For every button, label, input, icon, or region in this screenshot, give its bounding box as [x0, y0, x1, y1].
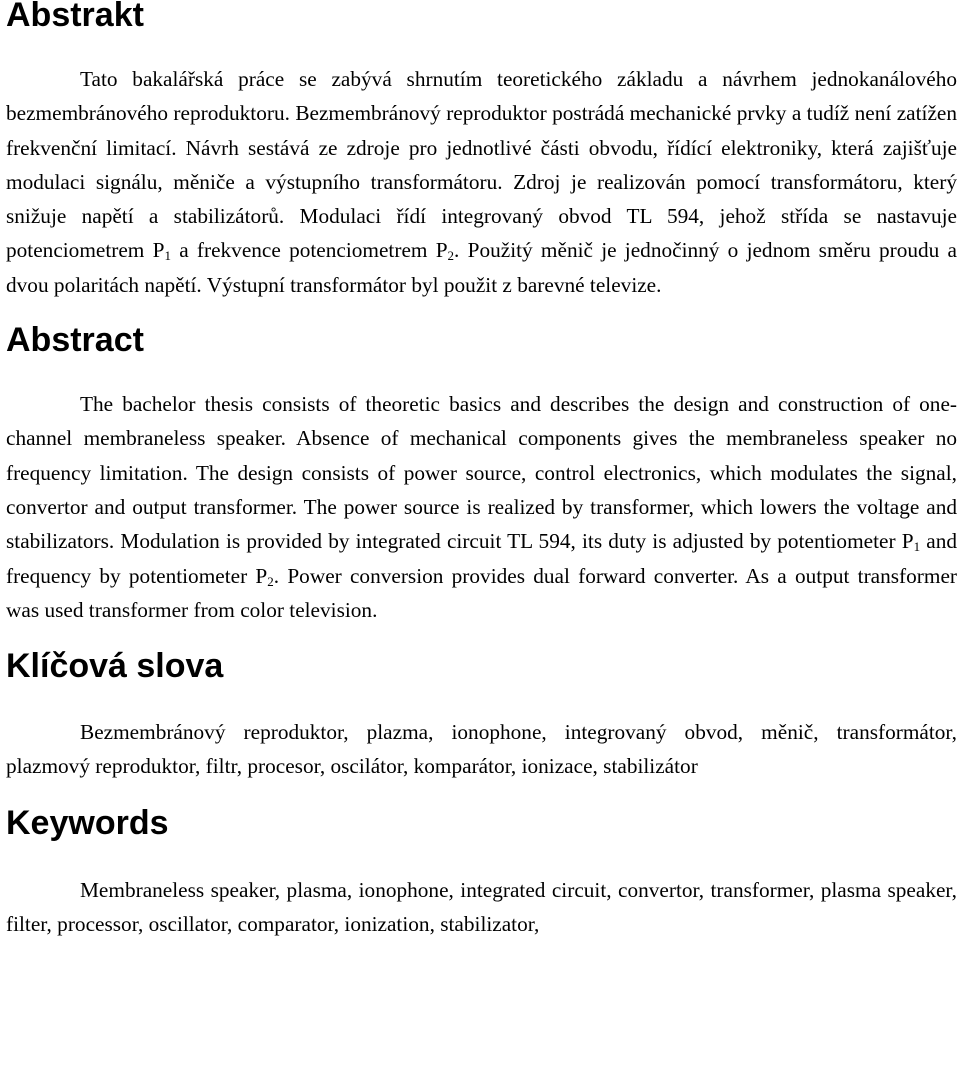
- abstract-section: [6, 320, 957, 627]
- keywords-heading: Keywords: [6, 803, 169, 842]
- abstract-subscript-1: 1: [913, 539, 921, 555]
- abstrakt-text-2: a frekvence potenciometrem P: [170, 238, 448, 263]
- klicova-slova-paragraph: Bezmembránový reproduktor, plazma, ionophone, integrovaný obvod, měnič, transformátor, plazmový reproduktor, filtr, procesor, oscilátor, komparátor, ionizace, stabilizátor: [6, 720, 957, 779]
- abstract-heading: Abstract: [6, 321, 144, 360]
- keywords-paragraph: Membraneless speaker, plasma, ionophone, integrated circuit, convertor, transformer, plasma speaker, filter, processor, oscillator, comparator, ionization, stabilizator,: [6, 877, 957, 937]
- abstract-text-2: and frequency by potentiometer P: [6, 529, 957, 588]
- abstrakt-paragraph: [6, 62, 957, 302]
- abstrakt-heading: Abstrakt: [6, 0, 144, 34]
- abstrakt-subscript-2: 2: [447, 248, 455, 264]
- abstract-text-1: The bachelor thesis consists of theoretic basics and describes the design and construction of one-channel membraneless speaker. Absence of mechanical components gives the membraneless speaker no frequency limitation. The design consists of power source, control electronics, which modulates the signal, convertor and output transformer. The power source is realized by transformer, which lowers the voltage and stabilizators. Modulation is provided by integrated circuit TL 594, its duty is adjusted by potentiometer P: [6, 392, 957, 554]
- abstrakt-section: [6, 0, 957, 302]
- klicova-slova-heading: Klíčová slova: [6, 647, 224, 686]
- keywords-section: [6, 803, 957, 942]
- abstrakt-text-3: . Použitý měnič je jednočinný o jednom směru proudu a dvou polaritách napětí. Výstupní transformátor byl použit z barevné televize.: [6, 238, 957, 297]
- abstract-paragraph: [6, 387, 957, 627]
- abstract-text-3: . Power conversion provides dual forward converter. As a output transformer was used transformer from color television.: [6, 563, 957, 622]
- abstract-subscript-2: 2: [267, 573, 274, 589]
- abstrakt-subscript-1: 1: [164, 248, 171, 264]
- klicova-slova-section: [6, 646, 957, 784]
- abstrakt-text-1: Tato bakalářská práce se zabývá shrnutím teoretického základu a návrhem jednokanálového bezmembránového reproduktoru. Bezmembránový reproduktor postrádá mechanické prvky a tudíž není zatížen frekvenční limitací. Návrh sestává ze zdroje pro jednotlivé části obvodu, řídící elektroniky, která zajišťuje modulaci signálu, měniče a výstupního transformátoru. Zdroj je realizován pomocí transformátoru, který snižuje napětí a stabilizátorů. Modulaci řídí integrovaný obvod TL 594, jehož střída se nastavuje potenciometrem P: [6, 67, 957, 263]
